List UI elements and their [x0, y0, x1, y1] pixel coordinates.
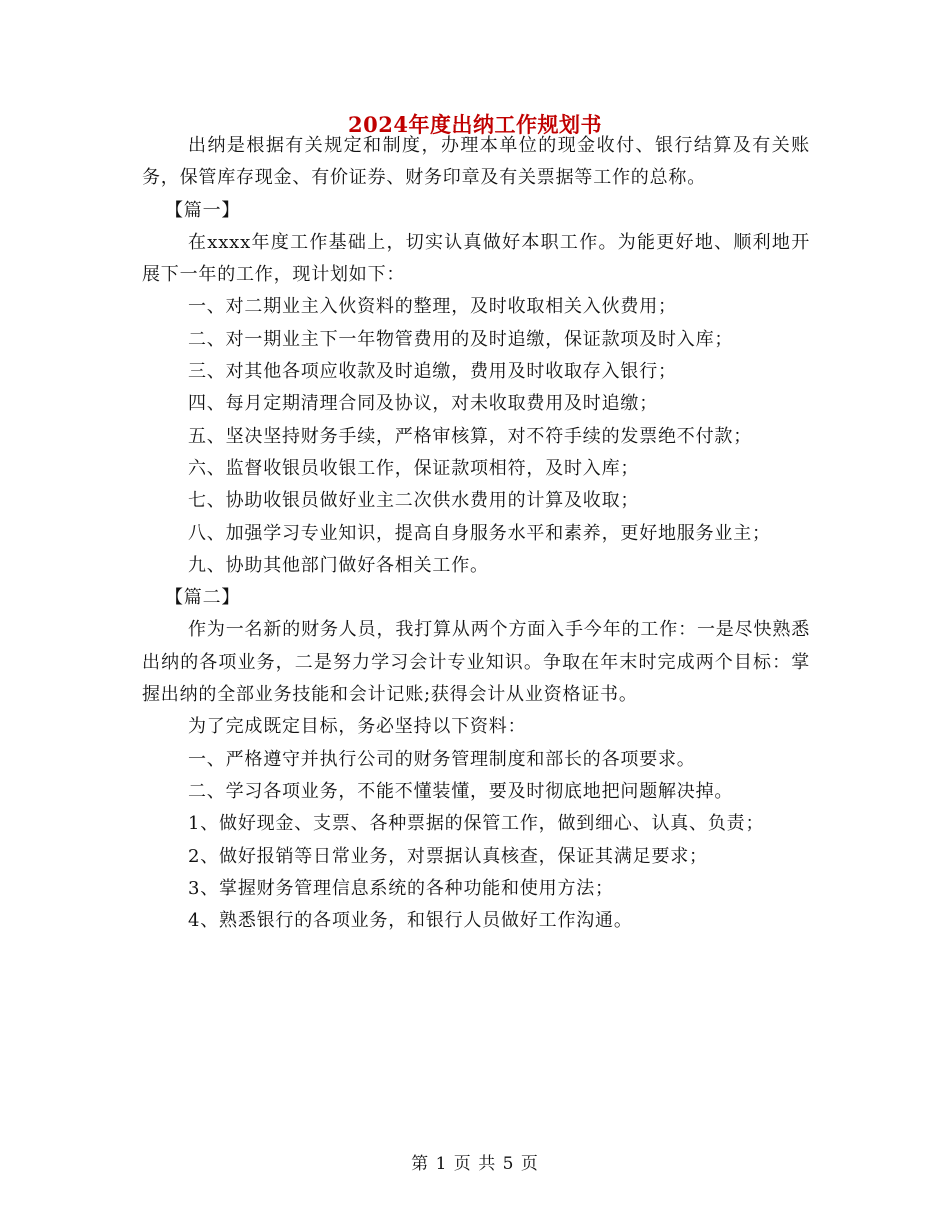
paragraph: 为了完成既定目标，务必坚持以下资料：: [188, 716, 527, 738]
list-item: 五、坚决坚持财务手续，严格审核算，对不符手续的发票绝不付款；: [188, 425, 752, 447]
list-item: 3、掌握财务管理信息系统的各种功能和使用方法；: [188, 877, 614, 899]
paragraph: 在xxxx年度工作基础上，切实认真做好本职工作。为能更好地、顺利地开展下一年的工作，现计划如下：: [142, 231, 810, 286]
list-item: 二、对一期业主下一年物管费用的及时追缴，保证款项及时入库；: [188, 328, 734, 350]
section-heading-1: 【篇一】: [165, 199, 241, 221]
intro-paragraph: 出纳是根据有关规定和制度，办理本单位的现金收付、银行结算及有关账务，保管库存现金、有价证券、财务印章及有关票据等工作的总称。: [142, 135, 810, 189]
list-item: 四、每月定期清理合同及协议，对未收取费用及时追缴；: [188, 393, 658, 415]
list-item: 1、做好现金、支票、各种票据的保管工作，做到细心、认真、负责；: [188, 813, 765, 835]
document-title: 2024年度出纳工作规划书: [348, 112, 602, 137]
list-item: 2、做好报销等日常业务，对票据认真核查，保证其满足要求；: [188, 845, 708, 867]
paragraph: 作为一名新的财务人员，我打算从两个方面入手今年的工作：一是尽快熟悉出纳的各项业务，二是努力学习会计专业知识。争取在年末时完成两个目标：掌握出纳的全部业务技能和会计记账;获得会计从业资格证书。: [142, 619, 810, 706]
list-item: 三、对其他各项应收款及时追缴，费用及时收取存入银行；: [188, 361, 677, 383]
list-item: 一、严格遵守并执行公司的财务管理制度和部长的各项要求。: [188, 748, 696, 770]
list-item: 二、学习各项业务，不能不懂装懂，要及时彻底地把问题解决掉。: [188, 780, 734, 802]
list-item: 七、协助收银员做好业主二次供水费用的计算及收取；: [188, 490, 640, 512]
list-item: 八、加强学习专业知识，提高自身服务水平和素养，更好地服务业主；: [188, 522, 771, 544]
document-body: [142, 130, 810, 937]
list-item: 六、监督收银员收银工作，保证款项相符，及时入库；: [188, 457, 640, 479]
page-footer: 第 1 页 共 5 页: [411, 1154, 539, 1174]
list-item: 九、协助其他部门做好各相关工作。: [188, 554, 489, 576]
list-item: 4、熟悉银行的各项业务，和银行人员做好工作沟通。: [188, 910, 633, 932]
section-heading-2: 【篇二】: [165, 587, 241, 609]
list-item: 一、对二期业主入伙资料的整理，及时收取相关入伙费用；: [188, 296, 677, 318]
